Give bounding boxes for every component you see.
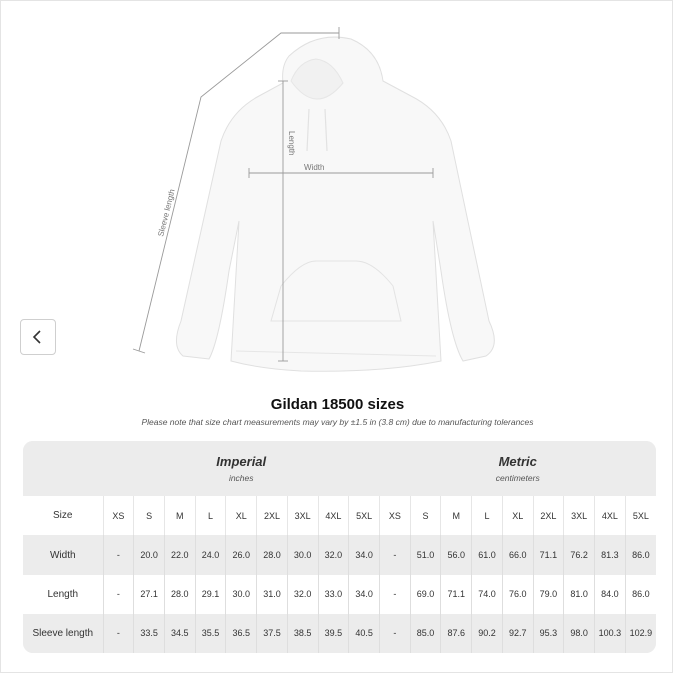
imperial-size-header: L	[195, 496, 226, 535]
metric-title: Metric	[498, 454, 537, 470]
metric-value-cell: -	[379, 535, 410, 574]
imperial-title: Imperial	[216, 454, 267, 470]
metric-value-cell: 100.3	[595, 614, 626, 653]
imperial-value-cell: 33.5	[134, 614, 165, 653]
chevron-left-icon	[32, 330, 44, 344]
imperial-value-cell: 37.5	[257, 614, 288, 653]
imperial-value-cell: 24.0	[195, 535, 226, 574]
imperial-value-cell: -	[103, 575, 134, 614]
imperial-size-header: 4XL	[318, 496, 349, 535]
imperial-value-cell: 26.0	[226, 535, 257, 574]
metric-value-cell: 81.3	[595, 535, 626, 574]
metric-unit: centimeters	[495, 473, 540, 484]
imperial-value-cell: 30.0	[287, 535, 318, 574]
imperial-value-cell: 29.1	[195, 575, 226, 614]
imperial-value-cell: 32.0	[318, 535, 349, 574]
imperial-size-header: S	[134, 496, 165, 535]
metric-value-cell: 81.0	[564, 575, 595, 614]
metric-value-cell: 71.1	[441, 575, 472, 614]
imperial-value-cell: 22.0	[164, 535, 195, 574]
imperial-size-header: 5XL	[349, 496, 380, 535]
row-label: Length	[23, 575, 103, 614]
imperial-value-cell: 34.0	[349, 535, 380, 574]
size-chart-title: Gildan 18500 sizes	[270, 396, 405, 413]
metric-value-cell: 71.1	[533, 535, 564, 574]
metric-value-cell: -	[379, 614, 410, 653]
imperial-value-cell: 39.5	[318, 614, 349, 653]
imperial-value-cell: -	[103, 614, 134, 653]
imperial-size-header: 2XL	[257, 496, 288, 535]
imperial-value-cell: 27.1	[134, 575, 165, 614]
metric-value-cell: 76.0	[502, 575, 533, 614]
imperial-value-cell: -	[103, 535, 134, 574]
metric-value-cell: 98.0	[564, 614, 595, 653]
imperial-value-cell: 28.0	[257, 535, 288, 574]
size-column-label: Size	[23, 496, 103, 535]
table-row	[23, 575, 656, 614]
metric-size-header: XS	[379, 496, 410, 535]
sleeve-length-label: Sleeve length	[156, 188, 177, 238]
imperial-value-cell: 32.0	[287, 575, 318, 614]
metric-value-cell: -	[379, 575, 410, 614]
table-row	[23, 535, 656, 574]
size-table	[23, 441, 656, 653]
metric-value-cell: 79.0	[533, 575, 564, 614]
width-label: Width	[304, 163, 325, 172]
metric-value-cell: 74.0	[472, 575, 503, 614]
metric-value-cell: 92.7	[502, 614, 533, 653]
imperial-value-cell: 20.0	[134, 535, 165, 574]
imperial-value-cell: 36.5	[226, 614, 257, 653]
row-label: Width	[23, 535, 103, 574]
size-chart-note: Please note that size chart measurements may vary by ±1.5 in (3.8 cm) due to manufacturing tolerances	[141, 417, 534, 427]
previous-slide-button[interactable]	[20, 319, 56, 355]
imperial-size-header: M	[164, 496, 195, 535]
imperial-value-cell: 31.0	[257, 575, 288, 614]
imperial-size-header: 3XL	[287, 496, 318, 535]
metric-value-cell: 66.0	[502, 535, 533, 574]
hoodie-measurement-diagram	[111, 21, 521, 381]
metric-value-cell: 69.0	[410, 575, 441, 614]
imperial-value-cell: 35.5	[195, 614, 226, 653]
imperial-value-cell: 38.5	[287, 614, 318, 653]
metric-size-header: 5XL	[625, 496, 656, 535]
metric-value-cell: 51.0	[410, 535, 441, 574]
table-row	[23, 614, 656, 653]
imperial-value-cell: 28.0	[164, 575, 195, 614]
metric-header	[379, 441, 656, 496]
imperial-size-header: XS	[103, 496, 134, 535]
row-label: Sleeve length	[23, 614, 103, 653]
metric-size-header: 4XL	[595, 496, 626, 535]
size-table-container	[23, 441, 656, 653]
imperial-unit: inches	[228, 473, 254, 484]
metric-value-cell: 86.0	[625, 575, 656, 614]
length-label: Length	[287, 131, 296, 156]
imperial-value-cell: 34.5	[164, 614, 195, 653]
imperial-value-cell: 34.0	[349, 575, 380, 614]
imperial-size-header: XL	[226, 496, 257, 535]
metric-value-cell: 76.2	[564, 535, 595, 574]
metric-value-cell: 102.9	[625, 614, 656, 653]
metric-value-cell: 86.0	[625, 535, 656, 574]
metric-size-header: 2XL	[533, 496, 564, 535]
metric-value-cell: 61.0	[472, 535, 503, 574]
metric-size-header: S	[410, 496, 441, 535]
metric-size-header: L	[472, 496, 503, 535]
metric-size-header: M	[441, 496, 472, 535]
imperial-value-cell: 33.0	[318, 575, 349, 614]
metric-size-header: 3XL	[564, 496, 595, 535]
imperial-value-cell: 40.5	[349, 614, 380, 653]
metric-value-cell: 90.2	[472, 614, 503, 653]
imperial-header	[103, 441, 379, 496]
metric-value-cell: 87.6	[441, 614, 472, 653]
unit-header-row	[23, 441, 656, 496]
imperial-value-cell: 30.0	[226, 575, 257, 614]
metric-value-cell: 56.0	[441, 535, 472, 574]
metric-size-header: XL	[502, 496, 533, 535]
metric-value-cell: 84.0	[595, 575, 626, 614]
metric-value-cell: 95.3	[533, 614, 564, 653]
size-header-row	[23, 496, 656, 535]
metric-value-cell: 85.0	[410, 614, 441, 653]
